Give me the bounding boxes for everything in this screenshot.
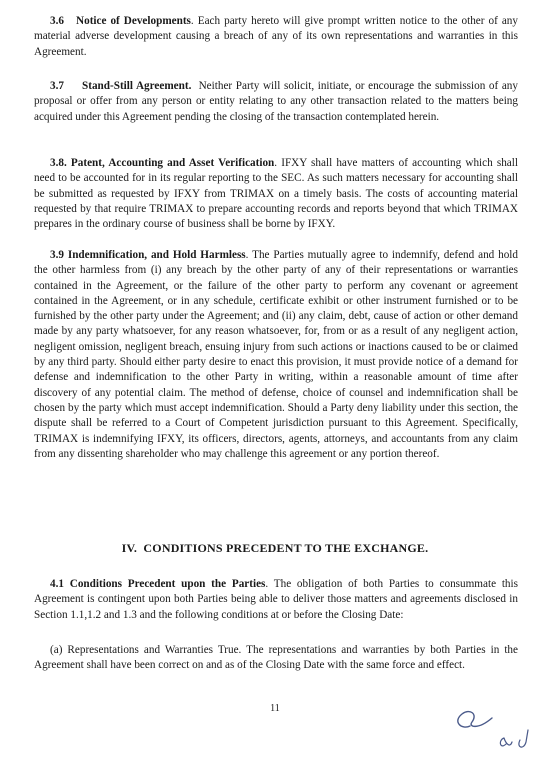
paragraph-4-1-a	[34, 643, 518, 674]
paragraph-3-8	[34, 156, 518, 232]
body-3-7: Neither Party will solicit, initiate, or encourage the submission of any proposal or offer from any person or entity relating to any other transaction related to the matters being acquired under this Agreement pending the closing of the transaction contemplated herein.	[34, 80, 518, 123]
page-number: 11	[270, 703, 280, 714]
paragraph-3-6	[34, 14, 518, 60]
paragraph-3-7	[34, 79, 518, 125]
heading-3-6: 3.6 Notice of Developments	[50, 15, 191, 27]
section-title: IV. CONDITIONS PRECEDENT TO THE EXCHANGE.	[121, 541, 429, 555]
body-3-6: . Each party hereto will give prompt written notice to the other of any material adverse development causing a breach of any of its own representations and warranties in this Agreement.	[34, 15, 518, 58]
body-4-1: . The obligation of both Parties to consummate this Agreement is contingent upon both Parties being able to deliver those matters and agreements disclosed in Section 1.1,1.2 and 1.3 and the following conditions at or before the Closing Date:	[34, 578, 518, 621]
body-3-9: . The Parties mutually agree to indemnify, defend and hold the other harmless from (i) any breach by the other party of any of their representations or warranties contained in the Agreement, or the failure of the other party to perform any covenant or agreement contained in the Agreement, or in any schedule, certificate exhibit or other instrument furnished or to be furnished by the other party under the Agreement; and (ii) any claim, debt, cause of action or other demand made by any party whatsoever, for any reason whatsoever, for, from or as a result of any negligent action, negligent omission, negligent breach, ensuing injury from such actions or inactions caused to be or claimed by any third party. Should either party desire to enact this provision, it must provide notice of a demand for defense and indemnification to the other Party in writing, within a reasonable amount of time after discovery of any potential claim. The method of defense, choice of counsel and indemnification shall be chosen by the party which must accept indemnification. Should a Party deny liability under this section, the dispute shall be referred to a Court of Competent jurisdiction pursuant to this Agreement. Specifically, TRIMAX is indemnifying IFXY, its officers, directors, agents, attorneys, and accountants from any claim from any dissenting shareholder who may challenge this agreement or any portion thereof.	[34, 249, 518, 460]
body-4-1-a: (a) Representations and Warranties True. The representations and warranties by both Parties in the Agreement shall have been correct on and as of the Closing Date with the same force and effect.	[34, 644, 518, 672]
initials-signature	[448, 700, 538, 760]
heading-3-8: 3.8. Patent, Accounting and Asset Verification	[50, 157, 275, 169]
paragraph-3-9	[34, 248, 518, 462]
body-3-8: . IFXY shall have matters of accounting which shall need to be accounted for in its regular reporting to the SEC. As such matters necessary for accounting shall be submitted as requested by IFXY from TRIMAX on a timely basis. The costs of accounting material requested by that require TRIMAX to prepare accounting records and reports beyond that which TRIMAX prepares in the ordinary course of business shall be borne by IFXY.	[34, 157, 518, 231]
heading-3-7: 3.7 Stand-Still Agreement.	[50, 80, 192, 92]
heading-4-1: 4.1 Conditions Precedent upon the Parties	[50, 578, 266, 590]
paragraph-4-1	[34, 577, 518, 623]
heading-3-9: 3.9 Indemnification, and Hold Harmless	[50, 249, 246, 261]
